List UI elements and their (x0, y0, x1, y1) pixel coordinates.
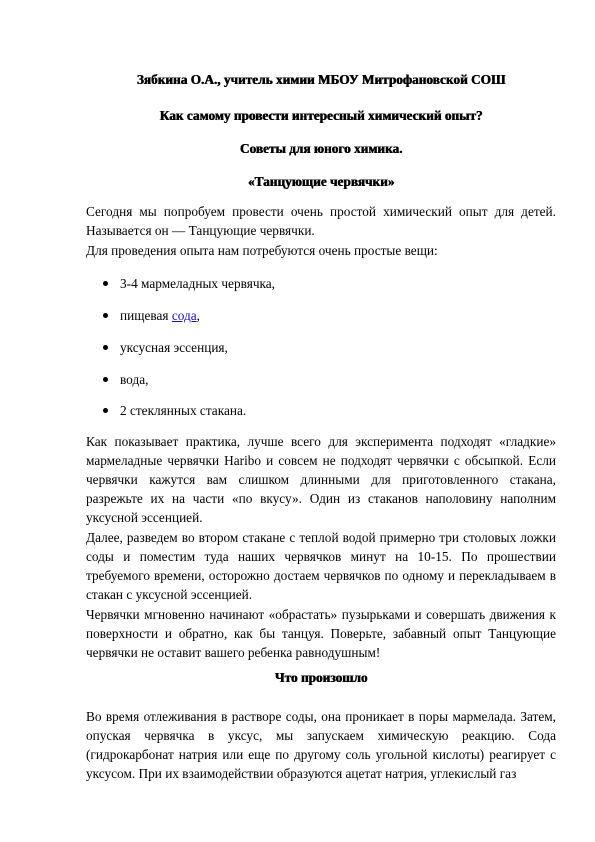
practice-paragraph: Как показывает практика, лучше всего для эксперимента подходят «гладкие» мармеладные червячки Haribo и совсем не подходят червячки с обсыпкой. Если червячки кажутся вам слишком длинными для приготовленного стакана, разрежьте их на части «по вкусу». Один из стаканов наполовину наполним уксусной эссенцией. (86, 434, 556, 525)
explanation-paragraph: Во время отлеживания в растворе соды, она проникает в поры мармелада. Затем, опуская червячка в уксус, мы запускаем химическую реакцию. Сода (гидрокарбонат натрия или еще по другому соль угольной кислоты) реагирует с уксусом. При их взаимодействии образуются ацетат натрия, углекислый газ (86, 709, 556, 781)
result-paragraph: Червячки мгновенно начинают «обрастать» пузырьками и совершать движения к поверхности и обратно, как бы танцуя. Поверьте, забавный опыт Танцующие червячки не оставит вашего ребенка равнодушным! (86, 607, 556, 660)
section-heading: Что произошло (274, 670, 368, 685)
list-item (103, 338, 543, 357)
bullet-icon (103, 281, 108, 286)
list-item-text: 2 стеклянных стакана. (120, 403, 247, 418)
list-item (103, 274, 543, 293)
list-item-prefix: пищевая (120, 308, 172, 323)
bullet-icon (103, 313, 108, 318)
list-item-suffix: , (196, 308, 200, 323)
procedure-paragraph: Далее, разведем во втором стакане с теплой водой примерно три столовых ложки соды и поместим туда наших червячков минут на 10-15. По прошествии требуемого времени, осторожно достаем червячков по одному и перекладываем в стакан с уксусной эссенцией. (86, 530, 556, 602)
author-line: Зябкина О.А., учитель химии МБОУ Митрофановской СОШ (136, 72, 506, 87)
requirements-paragraph: Для проведения опыта нам потребуются очень простые вещи: (86, 243, 438, 258)
intro-paragraph: Сегодня мы попробуем провести очень простой химический опыт для детей. Называется он — Танцующие червячки. (86, 204, 556, 238)
experiment-name: «Танцующие червячки» (247, 174, 395, 189)
bullet-icon (103, 377, 108, 382)
bullet-icon (103, 345, 108, 350)
list-item (103, 370, 543, 389)
list-item-text: вода, (120, 372, 149, 387)
list-item-text: 3-4 мармеладных червячка, (120, 276, 275, 291)
list-item-text (120, 306, 200, 325)
soda-link[interactable]: сода (171, 308, 197, 323)
list-item (103, 401, 543, 420)
list-item (103, 306, 543, 325)
document-title: Как самому провести интересный химический опыт? (159, 108, 483, 123)
bullet-icon (103, 408, 108, 413)
document-subtitle: Советы для юного химика. (239, 141, 403, 156)
list-item-text: уксусная эссенция, (120, 340, 228, 355)
